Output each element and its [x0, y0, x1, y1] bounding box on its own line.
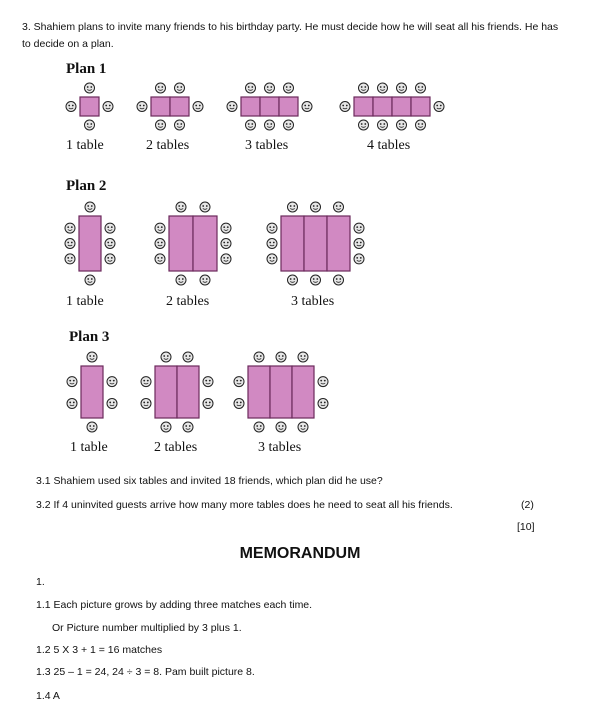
seat-icon — [141, 398, 151, 408]
plan-1-caption-4: 4 tables — [367, 138, 411, 153]
seat-icon — [359, 83, 369, 93]
seat-icon — [107, 377, 117, 387]
table — [81, 366, 103, 418]
seat-icon — [155, 223, 165, 233]
total-marks: [10] — [517, 521, 535, 533]
seat-icon — [176, 275, 186, 285]
seat-icon — [176, 202, 186, 212]
plan-1-caption-3: 3 tables — [245, 138, 289, 153]
seat-icon — [265, 83, 275, 93]
seat-icon — [334, 202, 344, 212]
table — [260, 97, 279, 116]
seat-icon — [246, 120, 256, 130]
seat-icon — [267, 223, 277, 233]
seat-icon — [359, 120, 369, 130]
seat-icon — [298, 352, 308, 362]
plan-2-title: Plan 2 — [66, 178, 107, 194]
table — [279, 97, 298, 116]
seat-icon — [203, 377, 213, 387]
seat-icon — [67, 377, 77, 387]
table — [193, 216, 217, 271]
seat-icon — [354, 223, 364, 233]
seat-icon — [85, 275, 95, 285]
memo-line-2: 1.1 Each picture grows by adding three matches each time. — [36, 599, 313, 611]
seat-icon — [234, 398, 244, 408]
seat-icon — [234, 377, 244, 387]
table — [304, 216, 327, 271]
seat-icon — [203, 398, 213, 408]
memo-line-1: 1. — [36, 576, 45, 588]
table — [151, 97, 170, 116]
seat-icon — [85, 202, 95, 212]
seat-icon — [155, 239, 165, 249]
plan-1-caption-1: 1 table — [66, 138, 104, 153]
seat-icon — [267, 239, 277, 249]
seat-icon — [311, 275, 321, 285]
seat-icon — [416, 83, 426, 93]
memo-line-4: 1.2 5 X 3 + 1 = 16 matches — [36, 644, 163, 656]
table — [281, 216, 304, 271]
seat-icon — [65, 223, 75, 233]
plan-3-caption-1: 1 table — [70, 440, 108, 455]
table — [169, 216, 193, 271]
seat-icon — [434, 102, 444, 112]
seat-icon — [318, 377, 328, 387]
seat-icon — [105, 254, 115, 264]
seat-icon — [311, 202, 321, 212]
seat-icon — [87, 352, 97, 362]
seat-icon — [397, 120, 407, 130]
seat-icon — [267, 254, 277, 264]
table — [177, 366, 199, 418]
seat-icon — [284, 83, 294, 93]
seat-icon — [156, 120, 166, 130]
seat-icon — [276, 422, 286, 432]
plan-3-caption-2: 2 tables — [154, 440, 198, 455]
seat-icon — [354, 254, 364, 264]
seat-icon — [193, 102, 203, 112]
seat-icon — [254, 422, 264, 432]
table — [411, 97, 430, 116]
seat-icon — [378, 83, 388, 93]
seat-icon — [65, 254, 75, 264]
memo-line-3: Or Picture number multiplied by 3 plus 1. — [52, 622, 242, 634]
seat-icon — [227, 102, 237, 112]
table — [170, 97, 189, 116]
seat-icon — [85, 83, 95, 93]
seat-icon — [183, 352, 193, 362]
seat-icon — [298, 422, 308, 432]
seat-icon — [105, 223, 115, 233]
seat-icon — [175, 83, 185, 93]
plan-1-caption-2: 2 tables — [146, 138, 190, 153]
seat-icon — [103, 102, 113, 112]
table — [392, 97, 411, 116]
seat-icon — [221, 239, 231, 249]
seat-icon — [87, 422, 97, 432]
seat-icon — [221, 254, 231, 264]
question-line-1: 3. Shahiem plans to invite many friends to his birthday party. He must decide how he will seat all his friends. He has — [22, 21, 559, 33]
plan-3-caption-3: 3 tables — [258, 440, 302, 455]
seat-icon — [85, 120, 95, 130]
seat-icon — [67, 398, 77, 408]
table — [327, 216, 350, 271]
seat-icon — [161, 422, 171, 432]
seat-icon — [288, 202, 298, 212]
seat-icon — [416, 120, 426, 130]
plan-2-caption-1: 1 table — [66, 294, 104, 309]
plan-1-title: Plan 1 — [66, 61, 107, 77]
table — [270, 366, 292, 418]
seat-icon — [397, 83, 407, 93]
seat-icon — [175, 120, 185, 130]
seat-icon — [221, 223, 231, 233]
seat-icon — [354, 239, 364, 249]
table — [248, 366, 270, 418]
question-3-2: 3.2 If 4 uninvited guests arrive how many more tables does he need to seat all his friends. — [36, 499, 453, 511]
question-3-1: 3.1 Shahiem used six tables and invited 18 friends, which plan did he use? — [36, 475, 383, 487]
seat-icon — [200, 202, 210, 212]
seat-icon — [65, 239, 75, 249]
plan-2-caption-3: 3 tables — [291, 294, 335, 309]
seat-icon — [302, 102, 312, 112]
memo-line-5: 1.3 25 – 1 = 24, 24 ÷ 3 = 8. Pam built picture 8. — [36, 666, 255, 678]
table — [354, 97, 373, 116]
plan-2-caption-2: 2 tables — [166, 294, 210, 309]
seat-icon — [200, 275, 210, 285]
memorandum-heading: MEMORANDUM — [239, 545, 361, 562]
seat-icon — [334, 275, 344, 285]
table — [373, 97, 392, 116]
table — [292, 366, 314, 418]
question-line-2: to decide on a plan. — [22, 38, 114, 50]
question-3-2-marks: (2) — [521, 499, 534, 511]
seat-icon — [378, 120, 388, 130]
seat-icon — [155, 254, 165, 264]
seat-icon — [183, 422, 193, 432]
seat-icon — [105, 239, 115, 249]
seat-icon — [156, 83, 166, 93]
memo-line-6: 1.4 A — [36, 690, 60, 702]
table — [155, 366, 177, 418]
plan-3-title: Plan 3 — [69, 329, 110, 345]
seat-icon — [137, 102, 147, 112]
seat-icon — [276, 352, 286, 362]
table — [241, 97, 260, 116]
table — [79, 216, 101, 271]
seat-icon — [340, 102, 350, 112]
seat-icon — [265, 120, 275, 130]
seat-icon — [318, 398, 328, 408]
seat-icon — [161, 352, 171, 362]
seat-icon — [288, 275, 298, 285]
seat-icon — [66, 102, 76, 112]
seat-icon — [107, 398, 117, 408]
seat-icon — [254, 352, 264, 362]
table — [80, 97, 99, 116]
seat-icon — [284, 120, 294, 130]
seat-icon — [246, 83, 256, 93]
seat-icon — [141, 377, 151, 387]
